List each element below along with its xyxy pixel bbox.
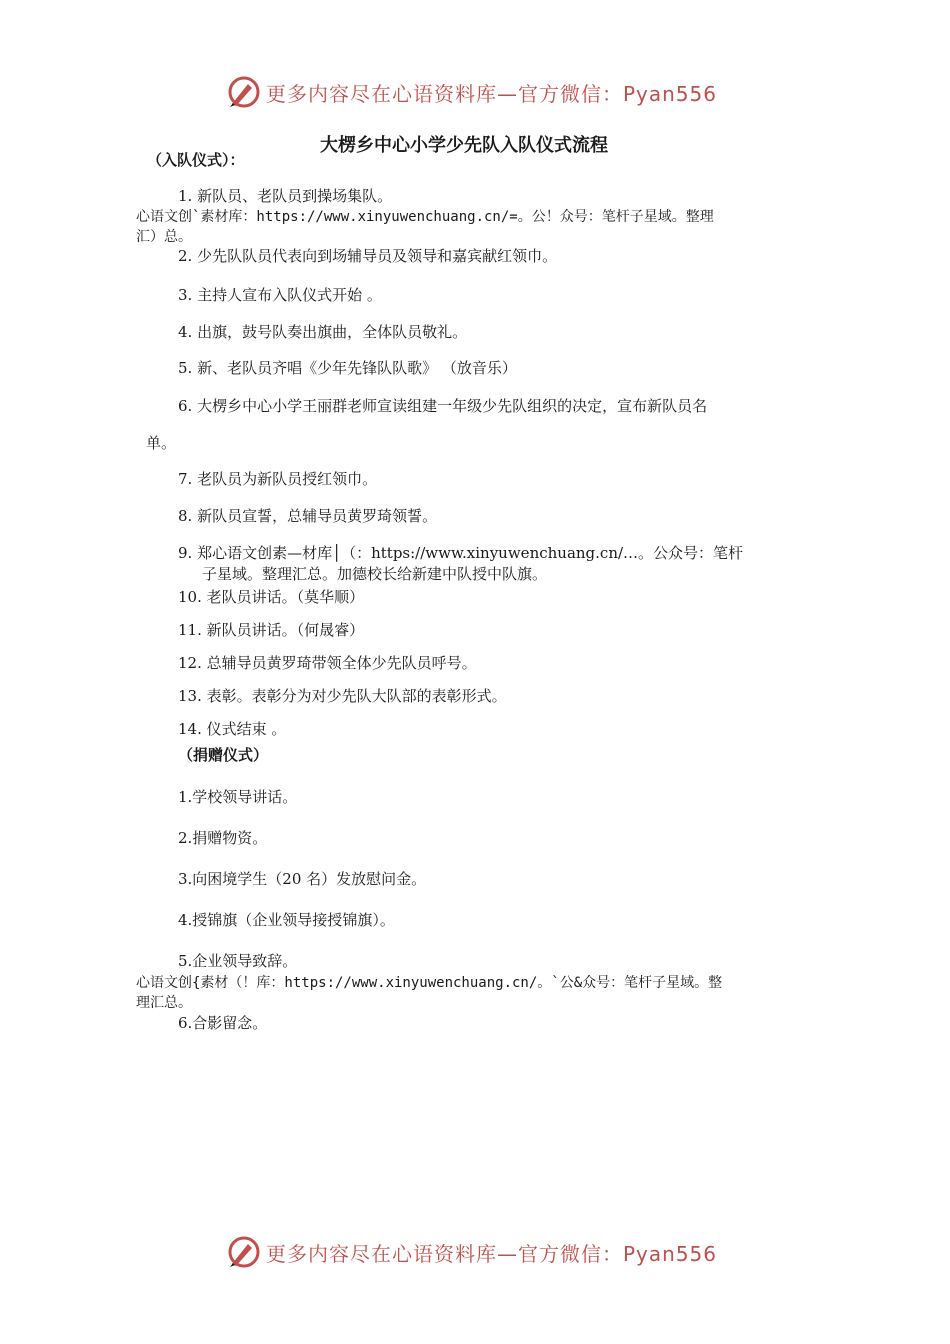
watermark-line: 心语文创`素材库：https://www.xinyuwenchuang.cn/=。公！众号：笔杆子星域。整理 — [136, 209, 714, 225]
watermark-line: 理汇总。 — [136, 995, 192, 1011]
list-item: 5.企业领导致辞。 — [178, 952, 298, 970]
watermark-line: 汇）总。 — [136, 229, 192, 245]
banner-text: 更多内容尽在心语资料库—官方微信：Pyan556 — [266, 1241, 718, 1266]
list-item: 4.授锦旗（企业领导接授锦旗）。 — [178, 911, 395, 929]
section-label-induction: （入队仪式）： — [147, 151, 245, 169]
list-item: 7. 老队员为新队员授红领巾。 — [178, 470, 378, 488]
list-item: 11. 新队员讲话。（何晟睿） — [178, 621, 365, 639]
section-label-donation: （捐赠仪式） — [178, 746, 269, 764]
list-item: 9. 郑心语文创素—材库│（：https://www.xinyuwenchuang.cn/…。公众号：笔杆 — [178, 544, 744, 562]
list-item: 4. 出旗，鼓号队奏出旗曲，全体队员敬礼。 — [178, 323, 468, 341]
banner-text: 更多内容尽在心语资料库—官方微信：Pyan556 — [266, 81, 718, 106]
list-item: 8. 新队员宣誓，总辅导员黄罗琦领誓。 — [178, 507, 438, 525]
list-item: 3. 主持人宣布入队仪式开始 。 — [178, 286, 382, 304]
list-item: 1. 新队员、老队员到操场集队。 — [178, 187, 393, 205]
list-item: 6. 大楞乡中心小学王丽群老师宣读组建一年级少先队组织的决定，宣布新队员名 — [178, 397, 708, 415]
header-banner — [226, 72, 717, 112]
page-title: 大楞乡中心小学少先队入队仪式流程 — [320, 135, 608, 156]
list-item: 3.向困境学生（20 名）发放慰问金。 — [178, 870, 427, 888]
list-item: 14. 仪式结束 。 — [178, 720, 287, 738]
list-item: 13. 表彰。表彰分为对少先队大队部的表彰形式。 — [178, 687, 507, 705]
list-item-continuation: 单。 — [146, 434, 177, 452]
list-item: 2. 少先队队员代表向到场辅导员及领导和嘉宾献红领巾。 — [178, 247, 558, 265]
list-item-continuation: 子星域。整理汇总。加德校长给新建中队授中队旗。 — [202, 565, 548, 583]
list-item: 10. 老队员讲话。（莫华顺） — [178, 588, 365, 606]
footer-banner — [226, 1232, 717, 1272]
pen-logo-icon — [226, 74, 262, 110]
watermark-line: 心语文创{素材（！库：https://www.xinyuwenchuang.cn/。`公&众号：笔杆子星域。整 — [136, 975, 723, 991]
pen-logo-icon — [226, 1234, 262, 1270]
list-item: 1.学校领导讲话。 — [178, 788, 298, 806]
list-item: 2.捐赠物资。 — [178, 829, 268, 847]
list-item: 12. 总辅导员黄罗琦带领全体少先队员呼号。 — [178, 654, 477, 672]
list-item: 6.合影留念。 — [178, 1014, 268, 1032]
list-item: 5. 新、老队员齐唱《少年先锋队队歌》 （放音乐） — [178, 359, 517, 377]
